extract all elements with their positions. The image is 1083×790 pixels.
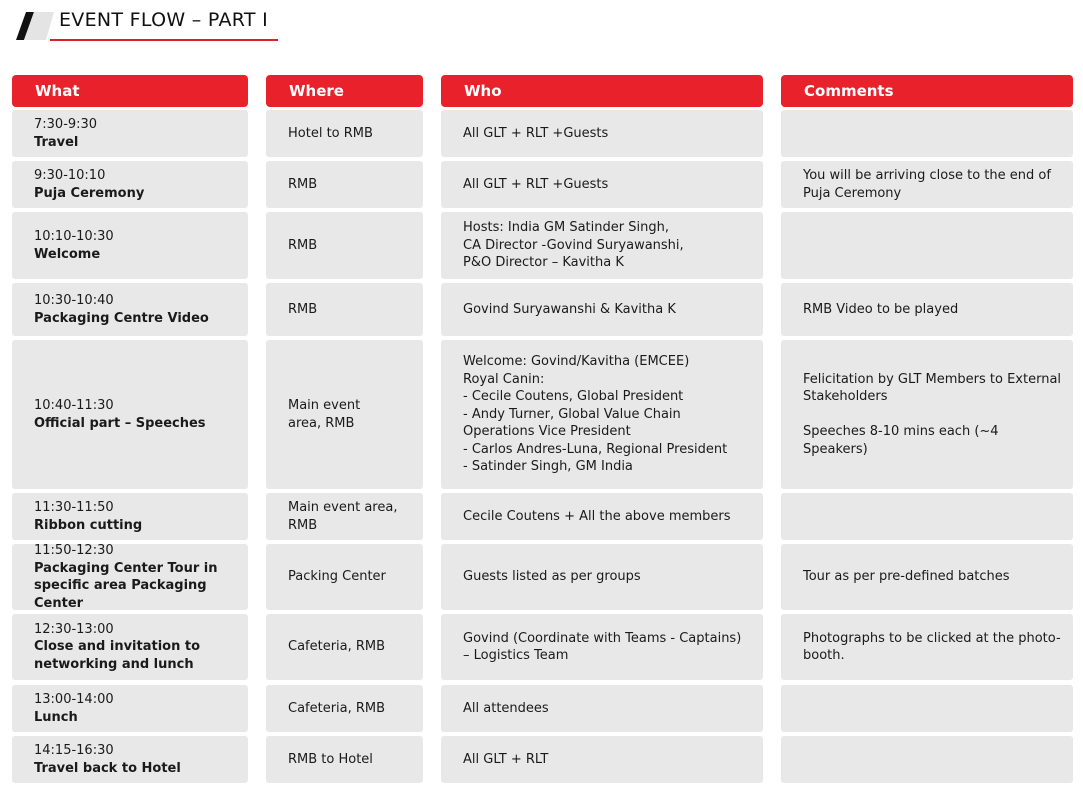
- row-comments: [781, 212, 1073, 279]
- row-where: RMB: [266, 212, 423, 279]
- row-activity: Lunch: [34, 709, 78, 725]
- row-comments: Tour as per pre-defined batches: [781, 544, 1073, 610]
- row-activity: Packaging Center Tour in specific area Packaging Center: [34, 560, 218, 611]
- row-who: All GLT + RLT: [441, 736, 763, 783]
- row-who: Guests listed as per groups: [441, 544, 763, 610]
- header-comments: Comments: [781, 75, 1073, 107]
- row-time: 9:30-10:10: [34, 168, 106, 183]
- table-row-what: [12, 614, 248, 680]
- row-activity: Official part – Speeches: [34, 415, 206, 431]
- row-where: Packing Center: [266, 544, 423, 610]
- row-where: Main event area, RMB: [266, 340, 423, 489]
- row-time: 12:30-13:00: [34, 621, 114, 637]
- row-activity: Welcome: [34, 246, 101, 262]
- row-activity: Travel back to Hotel: [34, 760, 181, 776]
- row-who: Cecile Coutens + All the above members: [441, 493, 763, 540]
- table-row-what: [12, 110, 248, 157]
- row-comments: [781, 493, 1073, 540]
- row-who: All GLT + RLT +Guests: [441, 161, 763, 208]
- row-who: Hosts: India GM Satinder Singh, CA Director -Govind Suryawanshi, P&O Director – Kavitha K: [441, 212, 763, 279]
- table-row-what: [12, 685, 248, 732]
- row-who: All GLT + RLT +Guests: [441, 110, 763, 157]
- row-comments: [781, 685, 1073, 732]
- table-row-what: [12, 283, 248, 336]
- row-who: Govind Suryawanshi & Kavitha K: [441, 283, 763, 336]
- row-where: Hotel to RMB: [266, 110, 423, 157]
- row-comments: [781, 110, 1073, 157]
- row-where: Cafeteria, RMB: [266, 685, 423, 732]
- table-row-what: [12, 544, 248, 610]
- header-what: What: [12, 75, 248, 107]
- row-activity: Puja Ceremony: [34, 185, 145, 201]
- row-who: All attendees: [441, 685, 763, 732]
- header-where: Where: [266, 75, 423, 107]
- row-who: Govind (Coordinate with Teams - Captains) – Logistics Team: [441, 614, 763, 680]
- row-comments: Photographs to be clicked at the photo- booth.: [781, 614, 1073, 680]
- row-where: Cafeteria, RMB: [266, 614, 423, 680]
- row-comments: Felicitation by GLT Members to External Stakeholders Speeches 8-10 mins each (~4 Speakers): [781, 340, 1073, 489]
- row-where: RMB: [266, 283, 423, 336]
- table-row-what: [12, 212, 248, 279]
- row-time: 10:40-11:30: [34, 398, 114, 413]
- row-who: Welcome: Govind/Kavitha (EMCEE) Royal Canin: - Cecile Coutens, Global President - Andy Turner, Global Value Chain Operations Vice President - Carlos Andres-Luna, Regional President - Satinder Singh, GM India: [441, 340, 763, 489]
- row-comments: You will be arriving close to the end of Puja Ceremony: [781, 161, 1073, 208]
- page-title: EVENT FLOW – PART I: [59, 9, 269, 31]
- row-where: RMB: [266, 161, 423, 208]
- row-time: 13:00-14:00: [34, 692, 114, 707]
- row-time: 11:50-12:30: [34, 543, 114, 558]
- row-comments: RMB Video to be played: [781, 283, 1073, 336]
- row-time: 10:10-10:30: [34, 229, 114, 244]
- table-row-what: [12, 161, 248, 208]
- table-row-what: [12, 736, 248, 783]
- table-row-what: [12, 340, 248, 489]
- row-where: RMB to Hotel: [266, 736, 423, 783]
- row-comments: [781, 736, 1073, 783]
- row-time: 10:30-10:40: [34, 293, 114, 308]
- row-time: 7:30-9:30: [34, 117, 98, 132]
- row-activity: Packaging Centre Video: [34, 310, 209, 326]
- row-activity: Travel: [34, 134, 79, 150]
- row-activity: Ribbon cutting: [34, 517, 143, 533]
- row-activity: Close and invitation to networking and lunch: [34, 639, 201, 672]
- row-time: 14:15-16:30: [34, 743, 114, 758]
- row-where: Main event area, RMB: [266, 493, 423, 540]
- table-row-what: [12, 493, 248, 540]
- header-who: Who: [441, 75, 763, 107]
- row-time: 11:30-11:50: [34, 500, 114, 515]
